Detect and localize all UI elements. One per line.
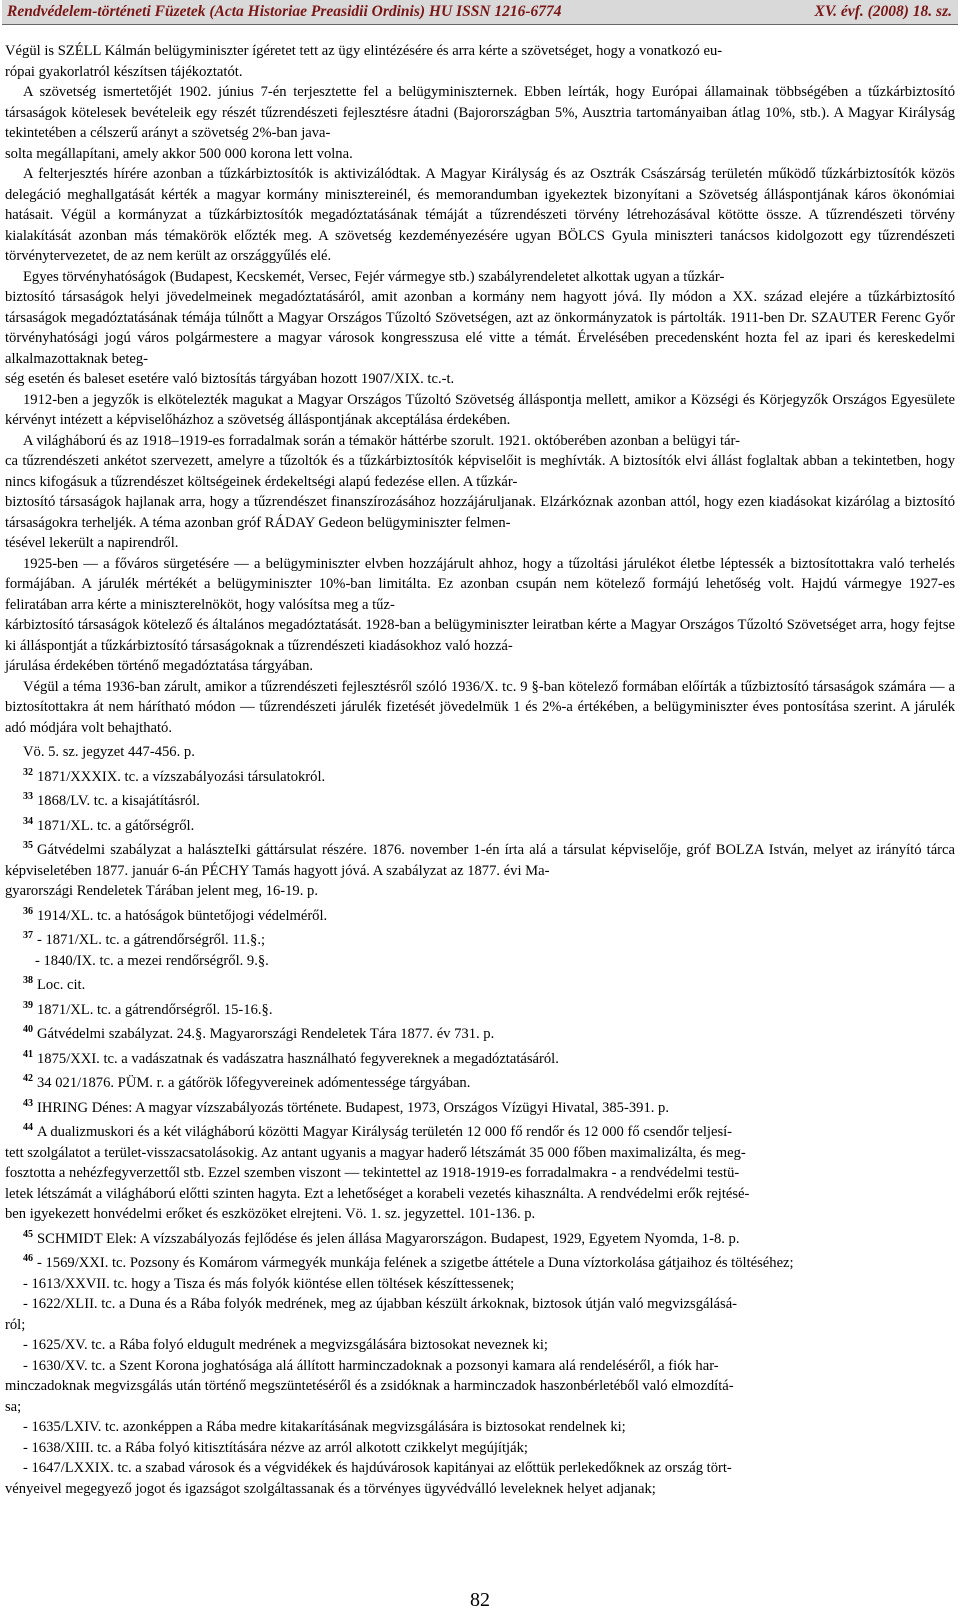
footnote-number: 45 — [23, 1228, 33, 1240]
footnote-text: 1871/XL. tc. a gátőrségről. — [37, 817, 195, 834]
footnote-text: - 1871/XL. tc. a gátrendőrségről. 11.§.; — [37, 932, 266, 948]
footnote — [5, 1020, 955, 1045]
footnote-number: 36 — [23, 905, 33, 917]
page-number: 82 — [470, 1589, 490, 1611]
footnote-text: Gátvédelmi szabályzat. 24.§. Magyarországi Rendeletek Tára 1877. év 731. p. — [37, 1026, 495, 1042]
footnote-list-item — [5, 1438, 955, 1459]
footnote-number: 34 — [23, 815, 33, 827]
footnote — [5, 971, 955, 996]
footnote — [5, 1249, 955, 1274]
footnote-text: - 1630/XV. tc. a Szent Korona joghatósága alá állított harminczadoknak a pozsonyi kamara alá rendeléséről, a fiók har- minczadoknak megvizsgálás után történő megszüntetéséről és a zsidóknak a harminczadok haszonbérletéből való elmozdítá- sa; — [5, 1357, 734, 1415]
footnote-number: 46 — [23, 1253, 33, 1264]
footnote — [5, 1118, 955, 1225]
footnote-number: 32 — [23, 766, 33, 778]
footnote-number: 42 — [23, 1073, 33, 1084]
footnote-text: - 1569/XXI. tc. Pozsony és Komárom vármegyék munkája felének a szigetbe áttétele a Duna víztorkolása gátjaihoz és töltéséhez; — [37, 1255, 794, 1271]
footnote-text: - 1622/XLII. tc. a Duna és a Rába folyók medrének, meg az újabban készült árkoknak, biztosok útján való megvizsgálásá- ról; — [5, 1296, 738, 1333]
footnote-text: - 1638/XIII. tc. a Rába folyó kitisztítására nézve az arról alkotott czikkelyt megújítják; — [23, 1439, 528, 1456]
footnote — [5, 812, 955, 837]
footnote-number: 43 — [23, 1097, 33, 1109]
footnote — [5, 1094, 955, 1119]
body-paragraph: A felterjesztés hírére azonban a tűzkárbiztosítók is aktivizálódtak. A Magyar Királyság és az Osztrák Császárság területén működő tűzkárbiztosítók közös delegáció meghallgatását kérték a magyar kormány minisztereinél, és memorandumban igyekeztek bizonyítani a Szövetség álláspontjának káros ökonómiai hatásait. Végül a kormányzat a tűzkárbiztosítók megadóztatásának témáját a tűzrendészeti törvény létrehozásával kötötte össze. A tűzrendészeti törvény kialakítását azonban más témakörök előzték meg. A szövetség kezdeményezésére ugyan BÖLCS Gyula miniszteri tanácsos kidolgozott egy tűzrendészeti törvénytervezetet, de az nem került az országgyűlés elé. — [5, 166, 955, 264]
footnote-text: SCHMIDT Elek: A vízszabályozás fejlődése és jelen állása Magyarországon. Budapest, 1929, Egyetem Nyomda, 1-8. p. — [37, 1230, 740, 1247]
body-paragraph: A szövetség ismertetőjét 1902. június 7-én terjesztette fel a belügyminiszternek. Ebben leírták, hogy Európai államainak többségében a tűzkárbiztosító társaságok kötelesek bevételeik egy részét tűzrendészeti fejlesztésre átadni (Bajorországban 5%, Ausztria tartományaiban átlag 10%, stb.). A Magyar Királyság tekintetében a célszerű arányt a szövetség 2%-ban java- solta megállapítani, amely akkor 500 000 korona lett volna. — [5, 84, 955, 162]
footnote — [5, 1225, 955, 1250]
footnote — [5, 996, 955, 1021]
footnote-text: - 1647/LXXIX. tc. a szabad városok és a végvidékek és hajdúvárosok kapitányai az előttük perlekedőknek az ország tört- vényeivel megegyező jogot és igazságot szolgáltassanak és a törvényes ügyvédválló leveleknek helyet adjanak; — [5, 1460, 732, 1497]
footnote-text: Loc. cit. — [37, 977, 86, 993]
body-paragraph: 1912-ben a jegyzők is elkötelezték magukat a Magyar Országos Tűzoltó Szövetség álláspontja mellett, amikor a Községi és Körjegyzők Országos Egyesülete kérvényt intézett a képviselőházhoz a szövetség álláspontjának akceptálása érdekében. — [5, 391, 955, 428]
footnote-list-item — [5, 1294, 955, 1335]
footnote-text: - 1840/IX. tc. a mezei rendőrségről. 9.§. — [35, 952, 269, 969]
footnote — [5, 836, 955, 902]
footnote-list-item — [5, 1458, 955, 1499]
footnote-text: 1875/XXI. tc. a vadászatnak és vadászatra használható fegyvereknek a megadóztatásáról. — [37, 1050, 559, 1067]
footnote-text: - 1625/XV. tc. a Rába folyó eldugult medrének a megvizsgálására biztosokat neveznek ki; — [23, 1337, 548, 1353]
footnote-list-item — [5, 1356, 955, 1418]
footnote-list-item — [5, 1335, 955, 1356]
footnote — [5, 763, 955, 788]
footnote — [5, 902, 955, 927]
footnote-text: - 1635/LXIV. tc. azonképpen a Rába medre kitakarításának megvizsgálására is biztosokat rendelnek ki; — [23, 1419, 626, 1435]
footnote-text: A dualizmuskori és a két világháború közötti Magyar Királyság területén 12 000 fő rendőr és 12 000 fő csendőr teljesí- tett szolgálatot a terület-visszacsatolásokig. Az antant ugyanis a magyar haderő létszámát 35 000 főben maximalizálta, és meg- fosztotta a nehézfegyverzettől stb. Ezzel szemben viszont — tekintettel az 1918-1919-es forradalmakra - a rendvédelmi testü- letek létszámát a világháború előtti szinten hagyta. Ezt a lehetőséget a korabeli vezetés kihasználta. A rendvédelmi erők rejtésé- ben igyekezett honvédelmi erőket és eszközöket elrejteni. Vö. 1. sz. jegyzettel. 101-136. p. — [5, 1124, 750, 1222]
footnote-list-item — [5, 1274, 955, 1295]
body-paragraph: Végül is SZÉLL Kálmán belügyminiszter ígéretet tett az ügy elintézésére és arra kérte a szövetséget, hogy a vonatkozó eu- rópai gyakorlatról készítsen tájékoztatót. — [5, 43, 723, 80]
body-paragraph: A világháború és az 1918–1919-es forradalmak során a témakör háttérbe szorult. 1921. októberében azonban a belügyi tár- ca tűzrendészeti ankétot szervezett, amelyre a tűzoltók és a tűzkárbiztosítók képviselőit is meghívták. A biztosítók elvi állást foglaltak abban a tekintetben, hogy nincs kifogásuk a tűzrendészet költségeinek érdekeltségi alapú fedezése ellen. A tűzkár- biztosító társaságok hajlanak arra, hogy a tűzrendészet finanszírozásához hozzájáruljanak. Elzárkóznak azonban attól, hogy ezen kiadásokat kizárólag a biztosító társaságokra terheljék. A téma azonban gróf RÁDAY Gedeon belügyminiszter felmen- tésével lekerült a napirendről. — [5, 432, 955, 551]
footnote-number: 39 — [23, 999, 33, 1011]
footnote-number: 35 — [23, 840, 33, 851]
footnote-text: 1868/LV. tc. a kisajátításról. — [37, 793, 200, 809]
footnote-number: 41 — [23, 1048, 33, 1060]
footnote-text: Gátvédelmi szabályzat a halászteIki gáttársulat részére. 1876. november 1-én írta alá a társulat képviselője, gróf BOLZA István, melyet az irányító tárca képviseletében 1877. január 6-án PÉCHY Tamás hagyott jóvá. A szabályzat az 1877. évi Ma- gyarországi Rendeletek Tárában jelent meg, 16-19. p. — [5, 842, 955, 899]
footnote — [5, 738, 955, 763]
footnote-text: IHRING Dénes: A magyar vízszabályozás története. Budapest, 1973, Országos Vízügyi Hivatal, 385-391. p. — [37, 1099, 669, 1116]
footnote-number: 37 — [23, 930, 33, 941]
footnote-number: 40 — [23, 1024, 33, 1035]
footnote-text: 34 021/1876. PÜM. r. a gátőrök lőfegyvereinek adómentessége tárgyában. — [37, 1075, 471, 1091]
running-header — [2, 0, 958, 25]
body-paragraph: Egyes törvényhatóságok (Budapest, Kecskemét, Versec, Fejér vármegye stb.) szabályrendeletet alkottak ugyan a tűzkár- biztosító társaságok helyi jövedelmeinek megadóztatásáról, amit azonban a kormány nem hagyott jóvá. Ily módon a XX. század elejére a tűzkárbiztosító társaságok megadóztatásának témája túlnőtt a Magyar Országos Tűzoltó Szövetségen, azt az önkormányzatok is pártolták. 1911-ben Dr. SZAUTER Ferenc Győr törvényhatósági jogú város polgármestere a magyar városok kongresszusa elé vitte a témát. Érvelésében precedensként hozta fel az ipari és kereskedelmi alkalmazottaknak beteg- ség esetén és baleset esetére való biztosítás tárgyában hozott 1907/XIX. tc.-t. — [5, 268, 955, 387]
footnote-text: 1914/XL. tc. a hatóságok büntetőjogi védelméről. — [37, 907, 328, 924]
footnote-number: 33 — [23, 791, 33, 802]
footnote — [5, 1069, 955, 1094]
footnote-list-item — [5, 1417, 955, 1438]
footnote — [5, 787, 955, 812]
footnote — [5, 1045, 955, 1070]
footnote-text: 1871/XXXIX. tc. a vízszabályozási társulatokról. — [37, 768, 326, 785]
footnote-number: 44 — [23, 1122, 33, 1133]
header-journal-title: Rendvédelem-történeti Füzetek (Acta Historiae Preasidii Ordinis) HU ISSN 1216-6774 — [7, 3, 562, 20]
footnote-text: Vö. 5. sz. jegyzet 447-456. p. — [23, 744, 195, 760]
footnote-text: 1871/XL. tc. a gátrendőrségről. 15-16.§. — [37, 1001, 273, 1018]
body-paragraph: 1925-ben — a főváros sürgetésére — a belügyminiszter elvben hozzájárult ahhoz, hogy a tűzoltási járulékot életbe léptessék a biztosítottakra való terhelés formájában. A járulék mértékét a belügyminiszter 10%-ban limitálta. Ez azonban csupán nem kötelező formájú lehetőség volt. Hajdú vármegye 1927-es feliratában arra kérte a miniszterelnököt, hogy valósítsa meg a tűz- kárbiztosító társaságok kötelező és általános megadóztatását. 1928-ban a belügyminiszter leiratban kérte a Magyar Országos Tűzoltó Szövetséget arra, hogy fejtse ki álláspontját a tűzkárbiztosító társaságoknak a tűzrendészeti kiadásokhoz való hozzá- járulása érdekében történő megadóztatása tárgyában. — [5, 555, 955, 674]
header-volume-issue: XV. évf. (2008) 18. sz. — [814, 3, 952, 20]
footnote-number: 38 — [23, 975, 33, 986]
page-body — [5, 41, 955, 1499]
footnote-continuation — [5, 951, 955, 972]
body-paragraph: Végül a téma 1936-ban zárult, amikor a tűzrendészeti fejlesztésről szóló 1936/X. tc. 9 §-ban kötelező formában előírták a tűzbiztosító társaságok számára — a biztosítottakra át nem hárítható módon — tűzrendészeti járulék fizetését jövedelmük 1 és 2%-a értékében, a belügyminiszter éves pontosítása szerint. A járulék adó módjára volt behajtható. — [5, 678, 955, 736]
footnote-text: - 1613/XXVII. tc. hogy a Tisza és más folyók kiöntése ellen töltések készíttessenek; — [23, 1275, 515, 1292]
footnotes — [5, 738, 955, 1499]
footnote — [5, 926, 955, 951]
